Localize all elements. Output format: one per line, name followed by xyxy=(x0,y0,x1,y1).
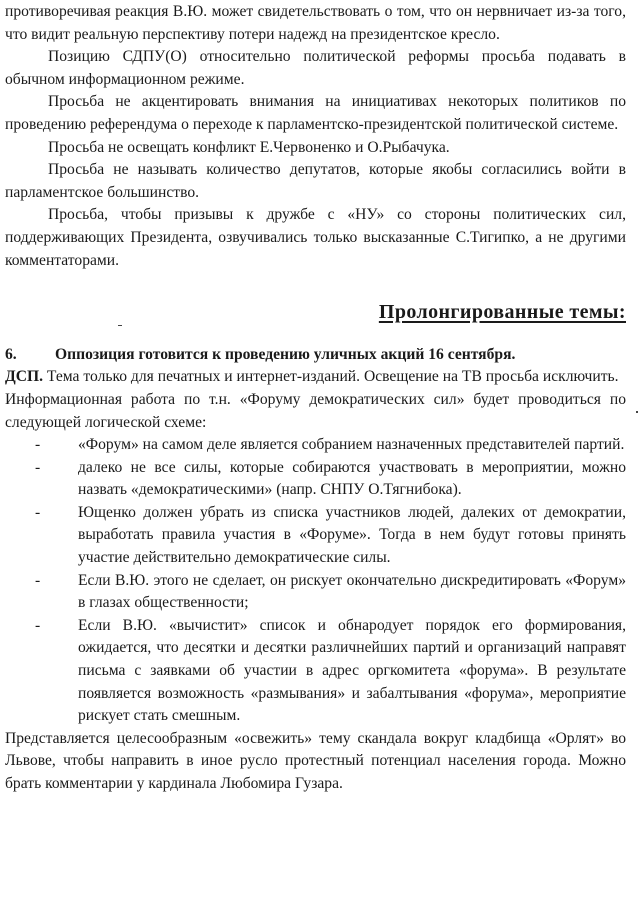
bullet-list xyxy=(5,434,626,728)
intro-paragraph-conflict: Просьба не освещать конфликт Е.Червоненко и О.Рыбачука. xyxy=(48,138,450,156)
restriction-text: Тема только для печатных и интернет-изданий. Освещение на ТВ просьба исключить. xyxy=(43,368,619,386)
section-title-text: Оппозиция готовится к проведению уличных акций 16 сентября. xyxy=(55,345,516,363)
intro-paragraph-deputies: Просьба не называть количество депутатов, которые якобы согласились войти в парламентское большинство. xyxy=(5,161,626,201)
list-item-text: Ющенко должен убрать из списка участников людей, далеких от демократии, выработать правила участия в «Форуме». Тогда в нем будут готовы принять участие действительно демократические силы. xyxy=(78,503,626,567)
intro-paragraph-sdpu: Позицию СДПУ(О) относительно политической реформы просьба подавать в обычном информационном режиме. xyxy=(5,48,626,88)
closing-paragraph: Представляется целесообразным «освежить» тему скандала вокруг кладбища «Орлят» во Львове, чтобы направить в иное русло протестный потенциал населения города. Можно брать комментарии у кардинала Любомира Гузара. xyxy=(5,729,626,792)
dash-bullet-icon: - xyxy=(35,503,41,521)
intro-paragraph-friendship: Просьба, чтобы призывы к дружбе с «НУ» со стороны политических сил, поддерживающих Президента, озвучивались только высказанные С.Тигипко, а не другими комментаторами. xyxy=(5,206,626,269)
intro-paragraph-referendum: Просьба не акцентировать внимания на инициативах некоторых политиков по проведению референдума о переходе к парламентско-президентской политической системе. xyxy=(5,93,626,133)
section-intro: Информационная работа по т.н. «Форуму демократических сил» будет проводиться по следующей логической схеме: xyxy=(5,390,626,431)
dash-bullet-icon: - xyxy=(35,571,41,589)
list-item-text: «Форум» на самом деле является собранием назначенных представителей партий. xyxy=(78,436,625,454)
list-item xyxy=(5,457,626,502)
restriction-paragraph xyxy=(5,366,626,389)
list-item-text: Если В.Ю. этого не сделает, он рискует окончательно дискредитировать «Форум» в глазах общественности; xyxy=(78,571,626,612)
dash-bullet-icon: - xyxy=(35,436,41,454)
dash-bullet-icon: - xyxy=(35,458,41,476)
list-item-text: Если В.Ю. «вычистит» список и обнародует порядок его формирования, ожидается, что десятки и десятки различнейших партий и организаций направят письма с заявками об участии в адрес оргкомитета «форума». В результате появляется возможность «размывания» и забалтывания «форума», мероприятие рискует стать смешным. xyxy=(78,616,626,725)
section-heading-wrap xyxy=(5,299,626,326)
list-item-text: далеко не все силы, которые собираются участвовать в мероприятии, можно назвать «демократическими» (напр. СНПУ О.Тягнибока). xyxy=(78,458,626,499)
dash-bullet-icon: - xyxy=(35,616,41,634)
list-item xyxy=(5,502,626,570)
list-item xyxy=(5,434,626,457)
section-title xyxy=(5,344,626,367)
scan-artifact-mark xyxy=(636,411,638,413)
scan-artifact-mark xyxy=(118,325,122,326)
list-item xyxy=(5,570,626,615)
section-number: 6. xyxy=(5,345,17,363)
list-item xyxy=(5,615,626,728)
restriction-label: ДСП. xyxy=(5,368,44,386)
intro-paragraph-continuation: противоречивая реакция В.Ю. может свидетельствовать о том, что он нервничает из-за того, что видит реальную перспективу потери надежд на президентское кресло. xyxy=(5,3,626,43)
section-heading: Пролонгированные темы: xyxy=(378,301,626,324)
document-page xyxy=(5,1,626,796)
